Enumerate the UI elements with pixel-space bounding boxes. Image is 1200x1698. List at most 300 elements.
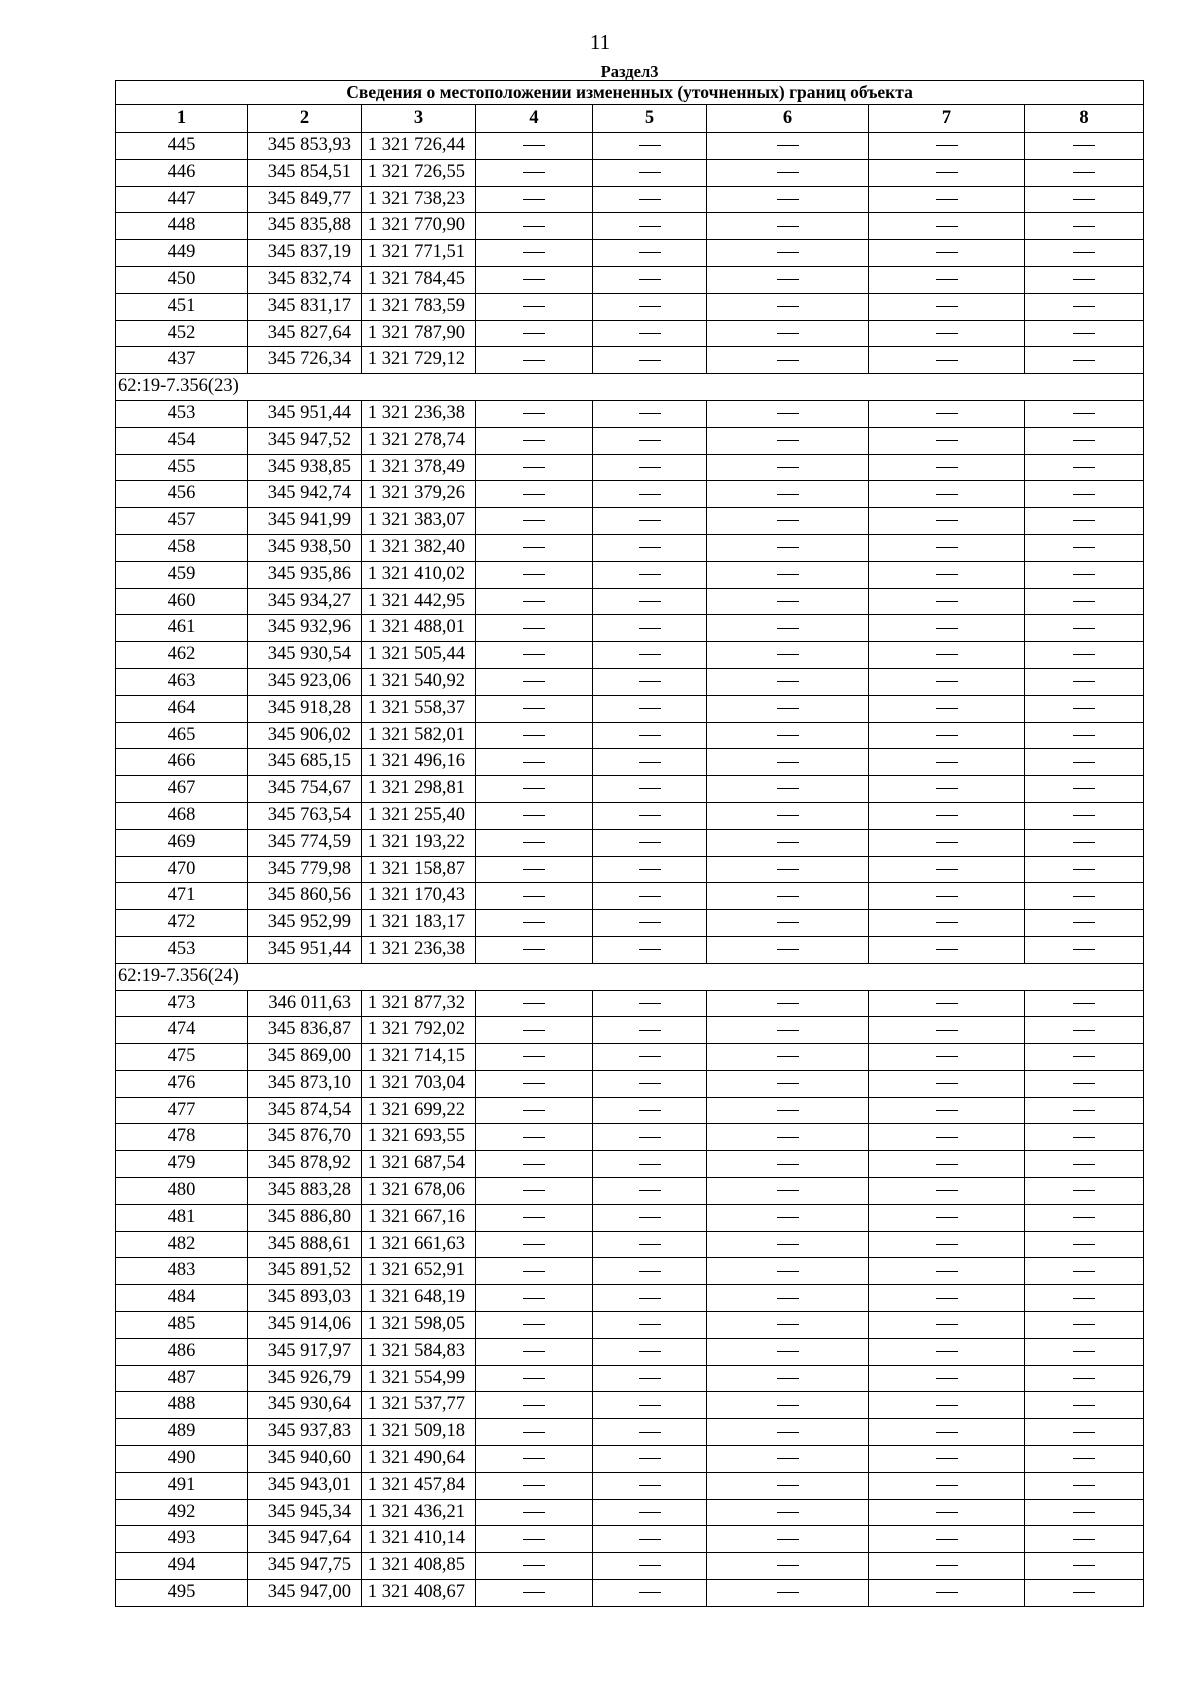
x-coordinate-cell: 345 774,59 [248,829,362,856]
dash-mark [936,735,958,736]
empty-value-cell [1025,1044,1144,1071]
empty-value-cell [1025,1338,1144,1365]
table-row [116,1580,1144,1607]
dash-mark [936,1110,958,1111]
empty-value-cell [707,534,869,561]
y-coordinate-cell: 1 321 255,40 [362,802,476,829]
dash-mark [1073,1324,1095,1325]
dash-mark [639,1351,661,1352]
dash-mark [936,842,958,843]
x-coordinate-cell: 345 914,06 [248,1312,362,1339]
x-coordinate-cell: 345 876,70 [248,1124,362,1151]
y-coordinate-cell: 1 321 236,38 [362,400,476,427]
empty-value-cell [869,454,1025,481]
point-number-cell: 467 [116,776,248,803]
dash-mark [936,1565,958,1566]
empty-value-cell [707,454,869,481]
empty-value-cell [476,588,593,615]
x-coordinate-cell: 345 886,80 [248,1204,362,1231]
empty-value-cell [869,856,1025,883]
page-number: 11 [589,30,611,54]
dash-mark [777,628,799,629]
empty-value-cell [707,1580,869,1607]
empty-value-cell [476,990,593,1017]
dash-mark [1073,494,1095,495]
dash-mark [777,1324,799,1325]
x-coordinate-cell: 345 923,06 [248,668,362,695]
point-number-cell: 474 [116,1017,248,1044]
dash-mark [936,949,958,950]
dash-mark [523,1324,545,1325]
y-coordinate-cell: 1 321 770,90 [362,213,476,240]
empty-value-cell [1025,1365,1144,1392]
empty-value-cell [593,1580,707,1607]
dash-mark [936,574,958,575]
empty-value-cell [869,1472,1025,1499]
empty-value-cell [1025,133,1144,160]
dash-mark [1073,1003,1095,1004]
column-header: 5 [593,105,707,133]
empty-value-cell [707,695,869,722]
y-coordinate-cell: 1 321 598,05 [362,1312,476,1339]
x-coordinate-cell: 345 878,92 [248,1151,362,1178]
dash-mark [936,547,958,548]
cadastral-group-label: 62:19-7.356(23) [116,374,1144,401]
empty-value-cell [593,1044,707,1071]
empty-value-cell [707,1044,869,1071]
empty-value-cell [1025,829,1144,856]
dash-mark [639,520,661,521]
empty-value-cell [593,722,707,749]
dash-mark [936,788,958,789]
empty-value-cell [593,240,707,267]
dash-mark [639,1298,661,1299]
dash-mark [936,1592,958,1593]
group-row [116,374,1144,401]
group-row [116,963,1144,990]
dash-mark [936,628,958,629]
empty-value-cell [1025,588,1144,615]
empty-value-cell [707,856,869,883]
table-row [116,1258,1144,1285]
empty-value-cell [593,802,707,829]
y-coordinate-cell: 1 321 771,51 [362,240,476,267]
table-row [116,240,1144,267]
empty-value-cell [1025,400,1144,427]
dash-mark [777,1458,799,1459]
dash-mark [777,601,799,602]
dash-mark [1073,1137,1095,1138]
empty-value-cell [476,1204,593,1231]
empty-value-cell [707,1553,869,1580]
empty-value-cell [1025,320,1144,347]
table-row [116,1044,1144,1071]
dash-mark [936,896,958,897]
empty-value-cell [869,1580,1025,1607]
x-coordinate-cell: 346 011,63 [248,990,362,1017]
point-number-cell: 485 [116,1312,248,1339]
dash-mark [777,842,799,843]
y-coordinate-cell: 1 321 378,49 [362,454,476,481]
empty-value-cell [476,1258,593,1285]
dash-mark [1073,333,1095,334]
empty-value-cell [593,1338,707,1365]
y-coordinate-cell: 1 321 193,22 [362,829,476,856]
empty-value-cell [869,1151,1025,1178]
dash-mark [639,654,661,655]
empty-value-cell [1025,508,1144,535]
dash-mark [523,306,545,307]
empty-value-cell [593,1365,707,1392]
dash-mark [936,494,958,495]
column-header: 6 [707,105,869,133]
dash-mark [936,172,958,173]
empty-value-cell [593,1526,707,1553]
y-coordinate-cell: 1 321 687,54 [362,1151,476,1178]
x-coordinate-cell: 345 832,74 [248,266,362,293]
table-row [116,749,1144,776]
dash-mark [1073,547,1095,548]
dash-mark [523,1137,545,1138]
empty-value-cell [476,1338,593,1365]
empty-value-cell [1025,1580,1144,1607]
dash-mark [936,145,958,146]
empty-value-cell [1025,1312,1144,1339]
empty-value-cell [1025,1472,1144,1499]
table-row [116,400,1144,427]
point-number-cell: 469 [116,829,248,856]
empty-value-cell [1025,1553,1144,1580]
dash-mark [639,145,661,146]
empty-value-cell [707,320,869,347]
point-number-cell: 489 [116,1419,248,1446]
dash-mark [936,1485,958,1486]
dash-mark [1073,520,1095,521]
empty-value-cell [869,990,1025,1017]
empty-value-cell [1025,1124,1144,1151]
title-row [116,81,1144,105]
empty-value-cell [1025,776,1144,803]
empty-value-cell [593,1419,707,1446]
dash-mark [523,1485,545,1486]
empty-value-cell [707,293,869,320]
x-coordinate-cell: 345 754,67 [248,776,362,803]
table-row [116,454,1144,481]
x-coordinate-cell: 345 873,10 [248,1070,362,1097]
dash-mark [639,1405,661,1406]
point-number-cell: 473 [116,990,248,1017]
dash-mark [1073,1351,1095,1352]
point-number-cell: 446 [116,159,248,186]
dash-mark [523,172,545,173]
empty-value-cell [869,936,1025,963]
empty-value-cell [707,776,869,803]
empty-value-cell [593,1178,707,1205]
y-coordinate-cell: 1 321 436,21 [362,1499,476,1526]
dash-mark [936,1378,958,1379]
empty-value-cell [476,159,593,186]
empty-value-cell [476,1580,593,1607]
point-number-cell: 480 [116,1178,248,1205]
point-number-cell: 445 [116,133,248,160]
x-coordinate-cell: 345 891,52 [248,1258,362,1285]
y-coordinate-cell: 1 321 537,77 [362,1392,476,1419]
empty-value-cell [593,561,707,588]
dash-mark [639,762,661,763]
dash-mark [523,494,545,495]
empty-value-cell [476,133,593,160]
empty-value-cell [707,266,869,293]
dash-mark [1073,1485,1095,1486]
point-number-cell: 495 [116,1580,248,1607]
point-number-cell: 492 [116,1499,248,1526]
table-row [116,802,1144,829]
dash-mark [777,520,799,521]
empty-value-cell [869,1365,1025,1392]
empty-value-cell [593,642,707,669]
x-coordinate-cell: 345 779,98 [248,856,362,883]
dash-mark [1073,306,1095,307]
empty-value-cell [869,1338,1025,1365]
dash-mark [777,1405,799,1406]
dash-mark [1073,762,1095,763]
table-row [116,347,1144,374]
empty-value-cell [869,293,1025,320]
dash-mark [777,1271,799,1272]
empty-value-cell [869,1097,1025,1124]
dash-mark [523,467,545,468]
point-number-cell: 453 [116,400,248,427]
dash-mark [936,1458,958,1459]
table-row [116,320,1144,347]
empty-value-cell [476,615,593,642]
dash-mark [777,735,799,736]
empty-value-cell [707,1097,869,1124]
empty-value-cell [707,1499,869,1526]
dash-mark [777,1565,799,1566]
x-coordinate-cell: 345 888,61 [248,1231,362,1258]
point-number-cell: 458 [116,534,248,561]
empty-value-cell [476,1526,593,1553]
empty-value-cell [476,1419,593,1446]
empty-value-cell [476,883,593,910]
dash-mark [777,306,799,307]
x-coordinate-cell: 345 831,17 [248,293,362,320]
point-number-cell: 466 [116,749,248,776]
empty-value-cell [707,1365,869,1392]
dash-mark [1073,1432,1095,1433]
empty-value-cell [707,1526,869,1553]
x-coordinate-cell: 345 947,75 [248,1553,362,1580]
empty-value-cell [707,588,869,615]
column-header: 2 [248,105,362,133]
point-number-cell: 488 [116,1392,248,1419]
empty-value-cell [869,668,1025,695]
empty-value-cell [869,1124,1025,1151]
dash-mark [936,1003,958,1004]
dash-mark [523,1271,545,1272]
point-number-cell: 490 [116,1446,248,1473]
x-coordinate-cell: 345 860,56 [248,883,362,910]
dash-mark [523,1565,545,1566]
empty-value-cell [1025,1446,1144,1473]
empty-value-cell [593,936,707,963]
dash-mark [1073,1190,1095,1191]
empty-value-cell [707,186,869,213]
empty-value-cell [476,829,593,856]
dash-mark [1073,1056,1095,1057]
empty-value-cell [476,1231,593,1258]
x-coordinate-cell: 345 951,44 [248,400,362,427]
empty-value-cell [707,749,869,776]
empty-value-cell [593,1553,707,1580]
dash-mark [1073,1592,1095,1593]
dash-mark [523,735,545,736]
point-number-cell: 491 [116,1472,248,1499]
empty-value-cell [476,695,593,722]
dash-mark [1073,172,1095,173]
section-header-row [116,64,1144,81]
table-row [116,1070,1144,1097]
empty-value-cell [476,534,593,561]
dash-mark [936,1137,958,1138]
empty-value-cell [593,427,707,454]
point-number-cell: 477 [116,1097,248,1124]
x-coordinate-cell: 345 763,54 [248,802,362,829]
empty-value-cell [476,1365,593,1392]
dash-mark [523,842,545,843]
point-number-cell: 456 [116,481,248,508]
dash-mark [1073,1244,1095,1245]
point-number-cell: 481 [116,1204,248,1231]
point-number-cell: 468 [116,802,248,829]
empty-value-cell [593,534,707,561]
dash-mark [777,896,799,897]
dash-mark [639,440,661,441]
dash-mark [639,788,661,789]
table-row [116,856,1144,883]
y-coordinate-cell: 1 321 442,95 [362,588,476,615]
empty-value-cell [1025,1178,1144,1205]
dash-mark [1073,842,1095,843]
dash-mark [936,520,958,521]
dash-mark [936,1083,958,1084]
empty-value-cell [476,1312,593,1339]
y-coordinate-cell: 1 321 278,74 [362,427,476,454]
empty-value-cell [476,266,593,293]
dash-mark [936,1298,958,1299]
x-coordinate-cell: 345 854,51 [248,159,362,186]
dash-mark [639,1083,661,1084]
empty-value-cell [593,990,707,1017]
dash-mark [639,869,661,870]
x-coordinate-cell: 345 906,02 [248,722,362,749]
dash-mark [523,815,545,816]
x-coordinate-cell: 345 918,28 [248,695,362,722]
empty-value-cell [593,159,707,186]
empty-value-cell [707,1419,869,1446]
empty-value-cell [1025,454,1144,481]
y-coordinate-cell: 1 321 667,16 [362,1204,476,1231]
dash-mark [639,1485,661,1486]
dash-mark [1073,226,1095,227]
dash-mark [1073,1458,1095,1459]
empty-value-cell [1025,802,1144,829]
empty-value-cell [593,883,707,910]
empty-value-cell [707,400,869,427]
empty-value-cell [476,1392,593,1419]
dash-mark [639,172,661,173]
empty-value-cell [1025,749,1144,776]
y-coordinate-cell: 1 321 787,90 [362,320,476,347]
table-row [116,1419,1144,1446]
table-row [116,1178,1144,1205]
dash-mark [523,1217,545,1218]
y-coordinate-cell: 1 321 661,63 [362,1231,476,1258]
table-row [116,266,1144,293]
dash-mark [1073,1271,1095,1272]
empty-value-cell [869,1231,1025,1258]
dash-mark [1073,708,1095,709]
dash-mark [523,708,545,709]
dash-mark [639,1190,661,1191]
empty-value-cell [1025,1285,1144,1312]
dash-mark [936,440,958,441]
x-coordinate-cell: 345 883,28 [248,1178,362,1205]
x-coordinate-cell: 345 893,03 [248,1285,362,1312]
empty-value-cell [1025,481,1144,508]
point-number-cell: 449 [116,240,248,267]
dash-mark [523,520,545,521]
x-coordinate-cell: 345 837,19 [248,240,362,267]
x-coordinate-cell: 345 941,99 [248,508,362,535]
empty-value-cell [707,481,869,508]
empty-value-cell [707,1124,869,1151]
x-coordinate-cell: 345 853,93 [248,133,362,160]
y-coordinate-cell: 1 321 648,19 [362,1285,476,1312]
empty-value-cell [1025,240,1144,267]
dash-mark [936,1432,958,1433]
empty-value-cell [1025,1097,1144,1124]
dash-mark [1073,1217,1095,1218]
dash-mark [1073,199,1095,200]
dash-mark [1073,815,1095,816]
x-coordinate-cell: 345 935,86 [248,561,362,588]
empty-value-cell [1025,159,1144,186]
dash-mark [777,949,799,950]
x-coordinate-cell: 345 930,54 [248,642,362,669]
y-coordinate-cell: 1 321 729,12 [362,347,476,374]
y-coordinate-cell: 1 321 693,55 [362,1124,476,1151]
table-row [116,615,1144,642]
table-row [116,883,1144,910]
table-row [116,776,1144,803]
dash-mark [936,413,958,414]
dash-mark [639,1592,661,1593]
empty-value-cell [707,1472,869,1499]
empty-value-cell [593,1392,707,1419]
y-coordinate-cell: 1 321 183,17 [362,910,476,937]
empty-value-cell [869,481,1025,508]
empty-value-cell [1025,213,1144,240]
dash-mark [523,1405,545,1406]
table-row [116,427,1144,454]
empty-value-cell [476,1499,593,1526]
empty-value-cell [707,1446,869,1473]
empty-value-cell [476,561,593,588]
empty-value-cell [707,615,869,642]
point-number-cell: 482 [116,1231,248,1258]
